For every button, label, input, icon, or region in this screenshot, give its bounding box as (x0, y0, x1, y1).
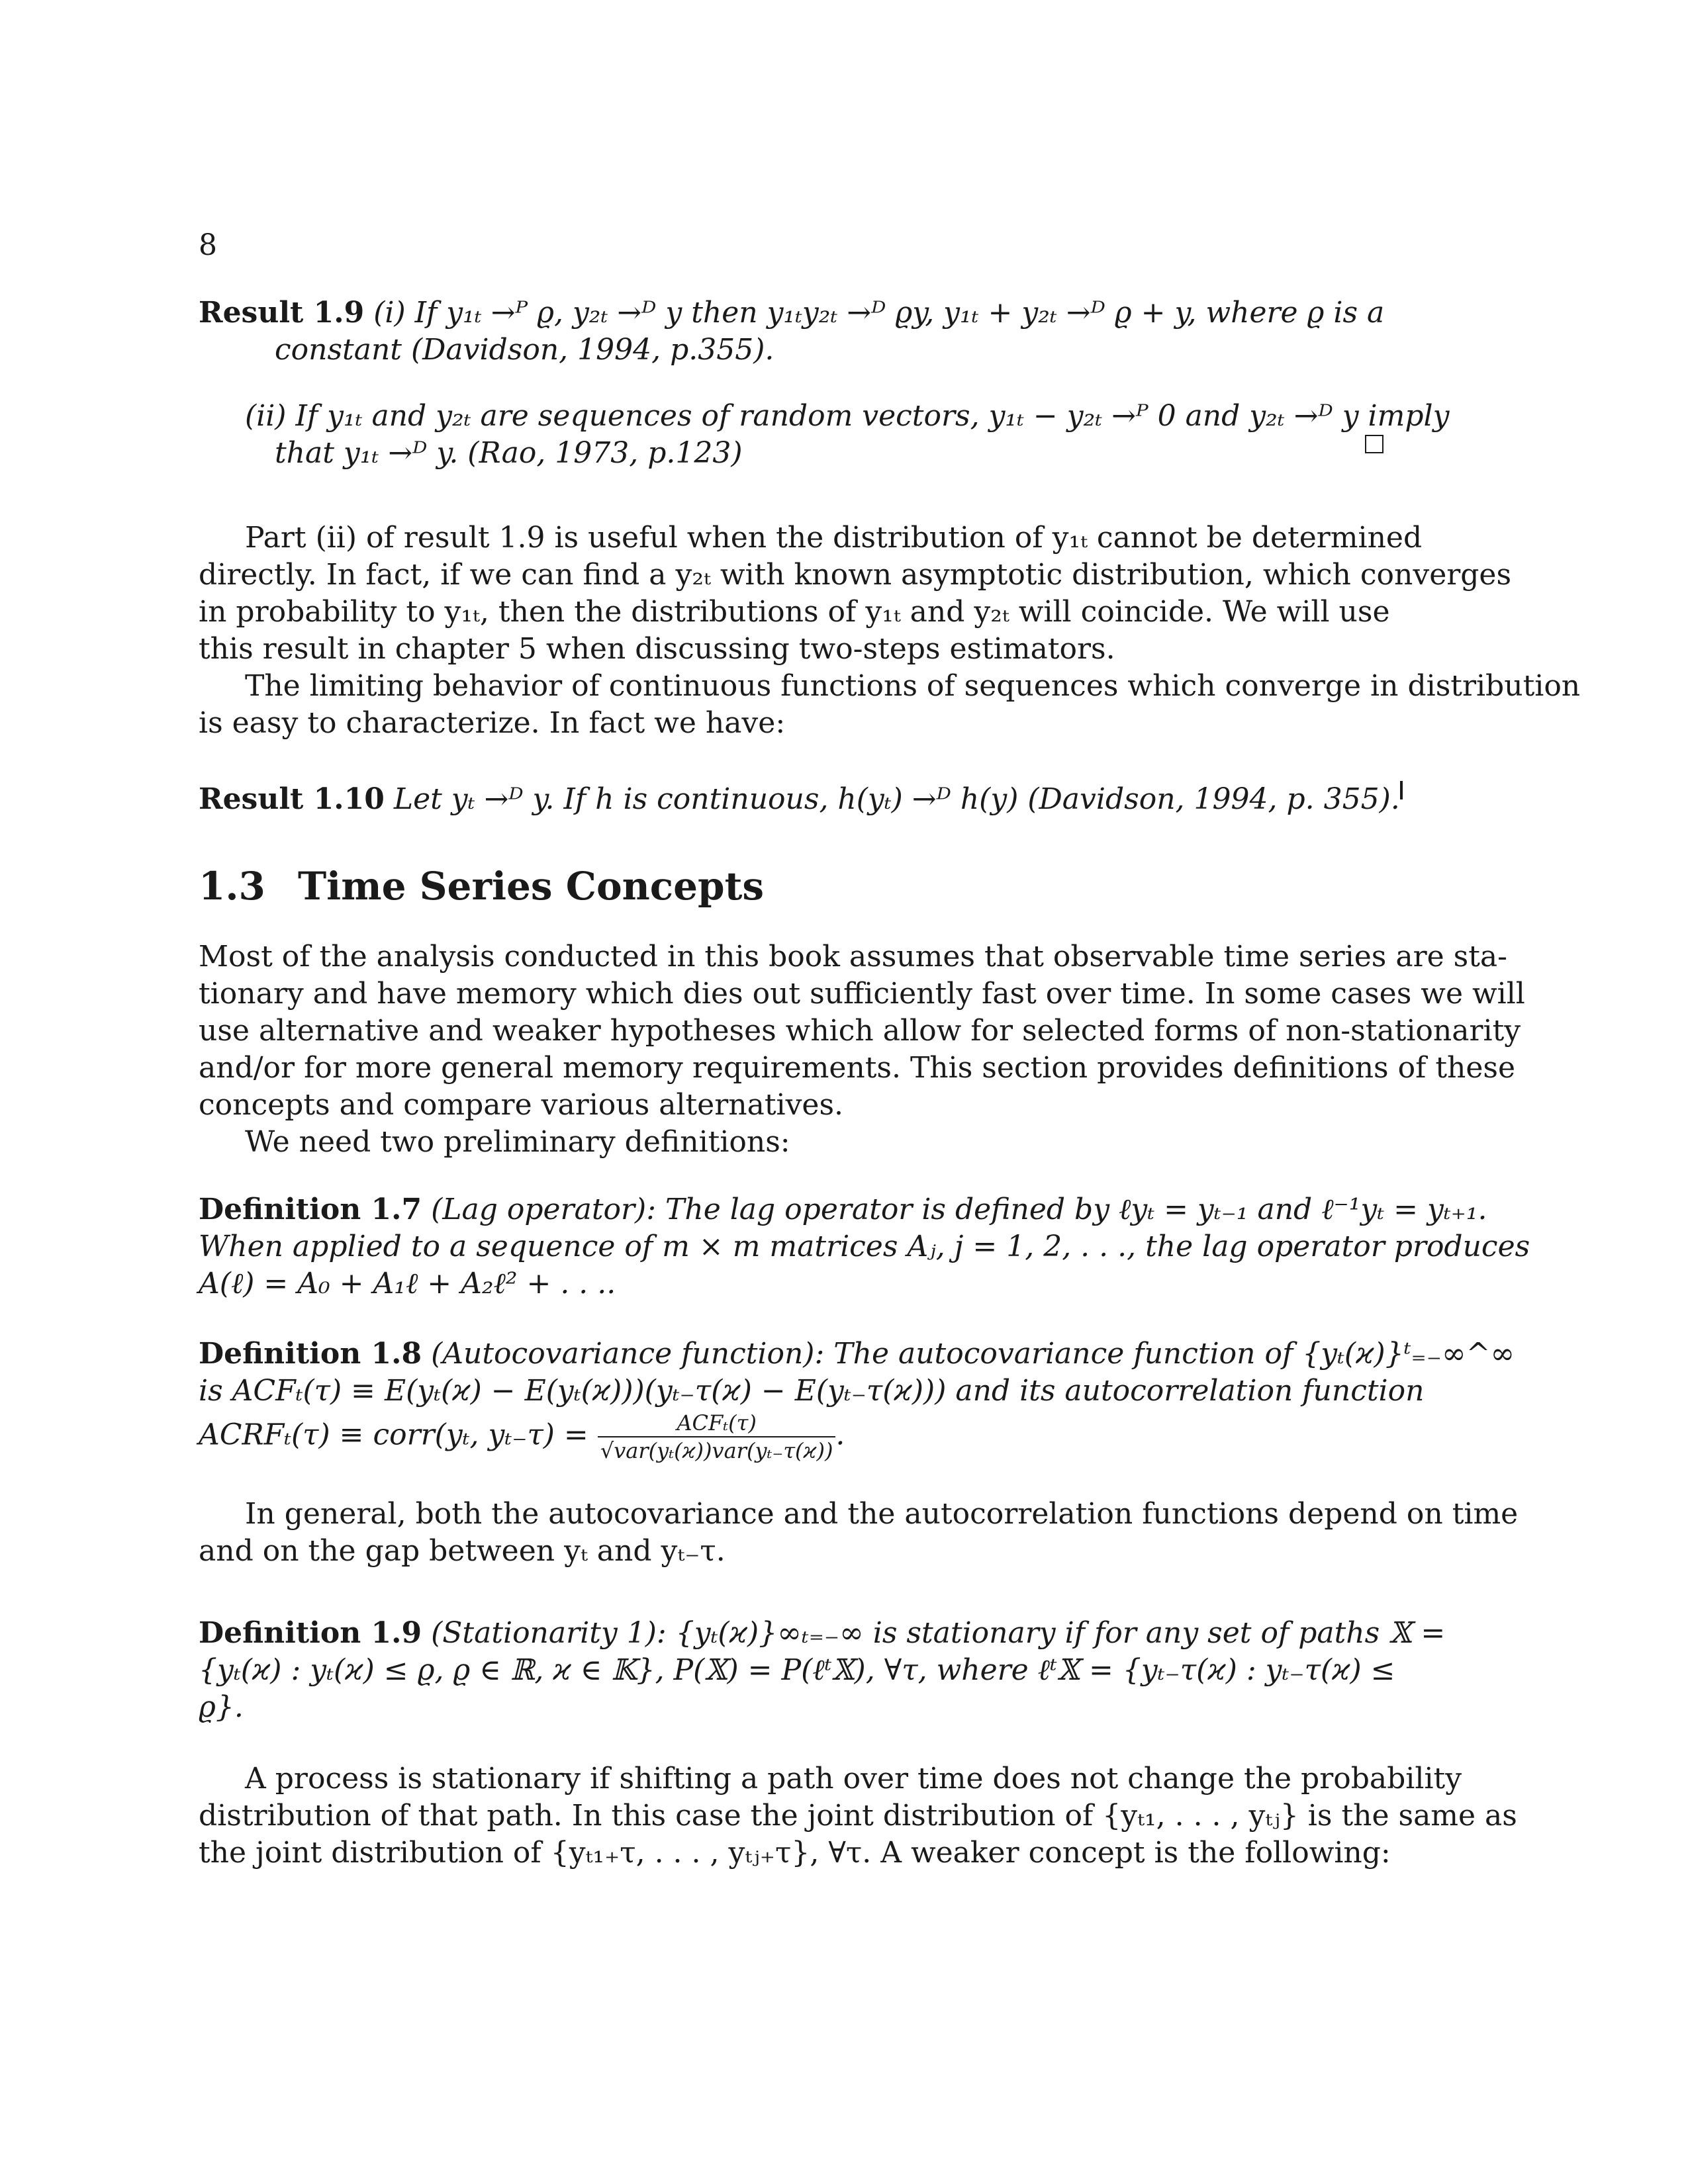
fraction-denominator: √var(yₜ(ϰ))var(yₜ₋τ(ϰ)) (600, 1438, 833, 1463)
qed-icon (1365, 435, 1383, 453)
def-1-9-label: Definition 1.9 (199, 1616, 422, 1650)
section-heading (199, 864, 764, 909)
text-line: use alternative and weaker hypotheses which allow for selected forms of non-stationarity (199, 1014, 1521, 1048)
def-1-7-line2: When applied to a sequence of m × m matrices Aⱼ, j = 1, 2, . . ., the lag operator produces (199, 1230, 1530, 1263)
acf-fraction (598, 1410, 836, 1464)
result-1-9-part-i-line1: Result 1.9 (i) If y₁ₜ →ᴾ ϱ, y₂ₜ →ᴰ y then y₁ₜy₂ₜ →ᴰ ϱy, y₁ₜ + y₂ₜ →ᴰ ϱ + y, where ϱ is a (199, 296, 1385, 330)
paragraph-6 (199, 1760, 1517, 1872)
text-line: concepts and compare various alternatives. (199, 1088, 844, 1122)
text-line: A process is stationary if shifting a path over time does not change the probability (245, 1762, 1462, 1796)
def-1-8-line3: ACRFₜ(τ) ≡ corr(yₜ, yₜ₋τ) = $\frac{\text{ACFₜ(τ)}}{\text{√var(yₜ(ϰ))var(yₜ₋τ(ϰ))}}$ . (199, 1410, 845, 1463)
text-line: Most of the analysis conducted in this book assumes that observable time series are sta- (199, 940, 1508, 974)
text-line: is easy to characterize. In fact we have: (199, 706, 786, 740)
text-line: Part (ii) of result 1.9 is useful when the distribution of y₁ₜ cannot be determined (245, 521, 1423, 555)
result-1-10-line (199, 781, 1400, 818)
result-1-9 (199, 295, 1450, 472)
def-1-7-line1: Definition 1.7 (Lag operator): The lag operator is defined by ℓyₜ = yₜ₋₁ and ℓ⁻¹yₜ = yₜ₊₁. (199, 1193, 1487, 1226)
text-line: and on the gap between yₜ and yₜ₋τ. (199, 1534, 726, 1568)
text-line: In general, both the autocovariance and the autocorrelation functions depend on time (245, 1497, 1519, 1531)
text-line: We need two preliminary definitions: (245, 1125, 790, 1159)
text-line: The limiting behavior of continuous functions of sequences which converge in distribution (245, 669, 1581, 703)
text-line: the joint distribution of {yₜ₁₊τ, . . . , yₜⱼ₊τ}, ∀τ. A weaker concept is the following: (199, 1836, 1391, 1870)
result-1-9-label: Result 1.9 (199, 296, 365, 330)
paragraph-5 (199, 1496, 1519, 1570)
section-number: 1.3 (199, 864, 265, 909)
result-1-10-text: Let yₜ →ᴰ y. If h is continuous, h(yₜ) →ᴰ h(y) (Davidson, 1994, p. 355). (393, 782, 1400, 816)
def-1-7-line3: A(ℓ) = A₀ + A₁ℓ + A₂ℓ² + . . .. (199, 1267, 616, 1300)
result-1-10 (199, 781, 1400, 818)
fraction-numerator: ACFₜ(τ) (598, 1410, 836, 1437)
result-1-9-part-i-line2: constant (Davidson, 1994, p.355). (275, 333, 774, 367)
paragraph-2 (199, 668, 1581, 742)
text-line: directly. In fact, if we can find a y₂ₜ with known asymptotic distribution, which converges (199, 558, 1512, 592)
def-1-7-label: Definition 1.7 (199, 1193, 422, 1226)
text-line: tionary and have memory which dies out sufficiently fast over time. In some cases we will (199, 977, 1525, 1011)
page-number: 8 (199, 228, 217, 262)
text-line: distribution of that path. In this case the joint distribution of {yₜ₁, . . . , yₜⱼ} is the same as (199, 1799, 1517, 1833)
text-line: and/or for more general memory requirements. This section provides definitions of these (199, 1051, 1516, 1085)
def-1-8-label: Definition 1.8 (199, 1337, 422, 1371)
qed-icon (1400, 781, 1403, 799)
definition-1-9 (199, 1615, 1446, 1726)
result-1-10-label: Result 1.10 (199, 782, 385, 816)
text-line: in probability to y₁ₜ, then the distributions of y₁ₜ and y₂ₜ will coincide. We will use (199, 595, 1390, 629)
section-title: Time Series Concepts (298, 864, 765, 909)
paragraph-3 (199, 938, 1525, 1161)
def-1-8-line2: is ACFₜ(τ) ≡ E(yₜ(ϰ) − E(yₜ(ϰ)))(yₜ₋τ(ϰ) − E(yₜ₋τ(ϰ))) and its autocorrelation function (199, 1374, 1425, 1408)
def-1-9-line3: ϱ}. (199, 1690, 244, 1724)
def-1-8-line1: Definition 1.8 (Autocovariance function): The autocovariance function of {yₜ(ϰ)}ᵗ₌₋∞^∞ (199, 1337, 1515, 1371)
definition-1-8 (199, 1336, 1515, 1464)
def-1-9-line2: {yₜ(ϰ) : yₜ(ϰ) ≤ ϱ, ϱ ∈ ℝ, ϰ ∈ 𝕂}, P(𝕏) = P(ℓᵗ𝕏), ∀τ, where ℓᵗ𝕏 = {yₜ₋τ(ϰ) : yₜ₋τ(ϰ) ≤ (199, 1653, 1395, 1687)
result-1-9-part-ii-line2: that y₁ₜ →ᴰ y. (Rao, 1973, p.123) (199, 435, 1383, 472)
def-1-9-line1: Definition 1.9 (Stationarity 1): {yₜ(ϰ)}∞ₜ₌₋∞ is stationary if for any set of paths 𝕏 = (199, 1616, 1446, 1650)
paragraph-1 (199, 520, 1512, 668)
result-1-9-part-ii-line1: (ii) If y₁ₜ and y₂ₜ are sequences of random vectors, y₁ₜ − y₂ₜ →ᴾ 0 and y₂ₜ →ᴰ y imply (245, 399, 1450, 433)
text-line: this result in chapter 5 when discussing two-steps estimators. (199, 632, 1115, 666)
definition-1-7 (199, 1191, 1530, 1302)
